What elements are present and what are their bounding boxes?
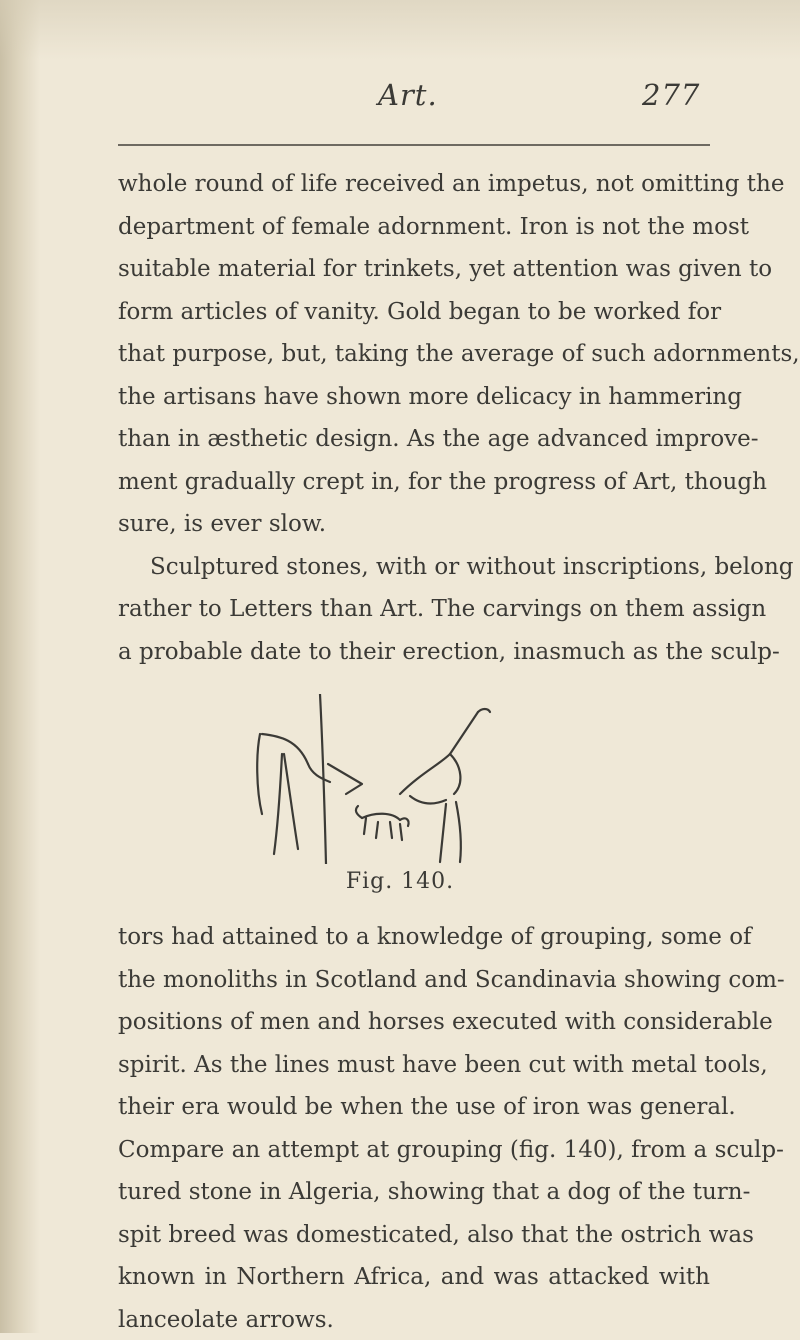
text-line: department of female adornment. Iron is not the most: [118, 214, 749, 240]
figure-caption: Fig. 140.: [345, 869, 455, 894]
page-top-shadow: [0, 0, 800, 60]
text-line: sure, is ever slow.: [118, 511, 327, 537]
header-rule: [118, 144, 710, 146]
text-line: than in æsthetic design. As the age advanced improve-: [118, 426, 759, 452]
text-line: spirit. As the lines must have been cut with metal tools,: [118, 1052, 768, 1078]
sculptured-stone-carving-icon: [250, 694, 560, 864]
text-line: that purpose, but, taking the average of such adornments,: [118, 341, 800, 367]
text-line: a probable date to their erection, inasmuch as the sculp-: [118, 639, 780, 665]
text-line: suitable material for trinkets, yet attention was given to: [118, 256, 773, 282]
text-line: lanceolate arrows.: [118, 1307, 334, 1333]
text-line: ment gradually crept in, for the progress of Art, though: [118, 469, 767, 495]
figure-140: [250, 694, 560, 864]
page-number: 277: [642, 78, 701, 112]
text-line: whole round of life received an impetus, not omitting the: [118, 171, 785, 197]
text-line: known in Northern Africa, and was attacked with: [118, 1264, 710, 1290]
text-line: their era would be when the use of iron was general.: [118, 1094, 736, 1120]
text-line: positions of men and horses executed with considerable: [118, 1009, 773, 1035]
text-line: Sculptured stones, with or without inscriptions, belong: [150, 554, 794, 580]
text-line: Compare an attempt at grouping (fig. 140), from a sculp-: [118, 1137, 784, 1163]
running-head-title: Art.: [378, 78, 438, 112]
text-line: form articles of vanity. Gold began to be worked for: [118, 299, 722, 325]
text-line: tured stone in Algeria, showing that a dog of the turn-: [118, 1179, 751, 1205]
text-line: tors had attained to a knowledge of grouping, some of: [118, 924, 752, 950]
text-line: the artisans have shown more delicacy in hammering: [118, 384, 742, 410]
text-line: the monoliths in Scotland and Scandinavia showing com-: [118, 967, 785, 993]
text-line: spit breed was domesticated, also that the ostrich was: [118, 1222, 754, 1248]
text-line: rather to Letters than Art. The carvings on them assign: [118, 596, 767, 622]
page-edge-shadow: [0, 0, 40, 1333]
running-head: [0, 78, 800, 128]
